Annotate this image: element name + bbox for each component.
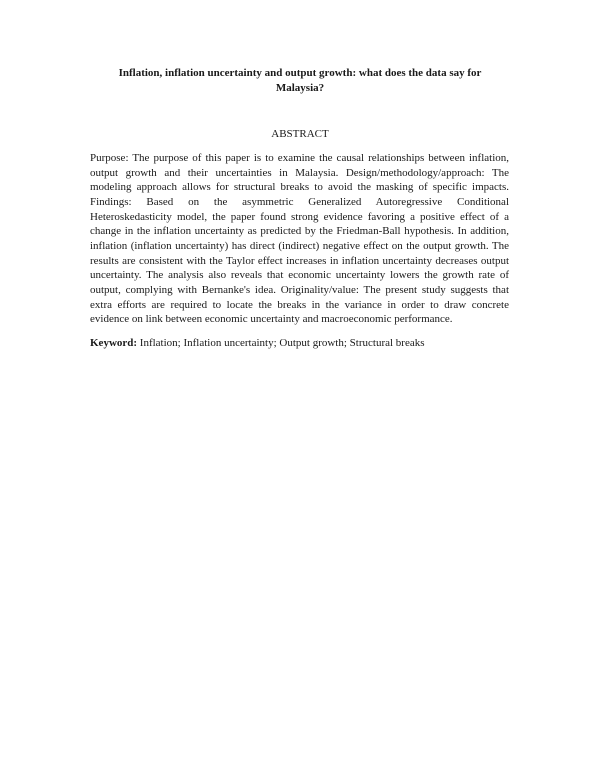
paper-title: Inflation, inflation uncertainty and output growth: what does the data say for Malaysia?: [118, 67, 482, 94]
abstract-heading: ABSTRACT: [271, 128, 329, 140]
keyword-label: Keyword:: [90, 337, 138, 349]
keyword-text: Inflation; Inflation uncertainty; Output growth; Structural breaks: [139, 337, 425, 349]
abstract-body: Purpose: The purpose of this paper is to examine the causal relationships between inflation, output growth and their uncertainties in Malaysia. Design/methodology/approach: The modeling approach allows for structural breaks to avoid the masking of specific impacts. Findings: Based on the asymmetric Generalized Autoregressive Conditional Heteroskedasticity model, the paper found strong evidence favoring a positive effect of a change in the inflation uncertainty as predicted by the Friedman-Ball hypothesis. In addition, inflation (inflation uncertainty) has direct (indirect) negative effect on the output growth. The results are consistent with the Taylor effect increases in inflation uncertainty decreases output uncertainty. The analysis also reveals that economic uncertainty lowers the growth rate of output, complying with Bernanke's idea. Originality/value: The present study suggests that extra efforts are required to locate the breaks in the variance in order to draw concrete evidence on link between economic uncertainty and macroeconomic performance.: [90, 152, 509, 326]
keywords-line: [90, 336, 509, 350]
